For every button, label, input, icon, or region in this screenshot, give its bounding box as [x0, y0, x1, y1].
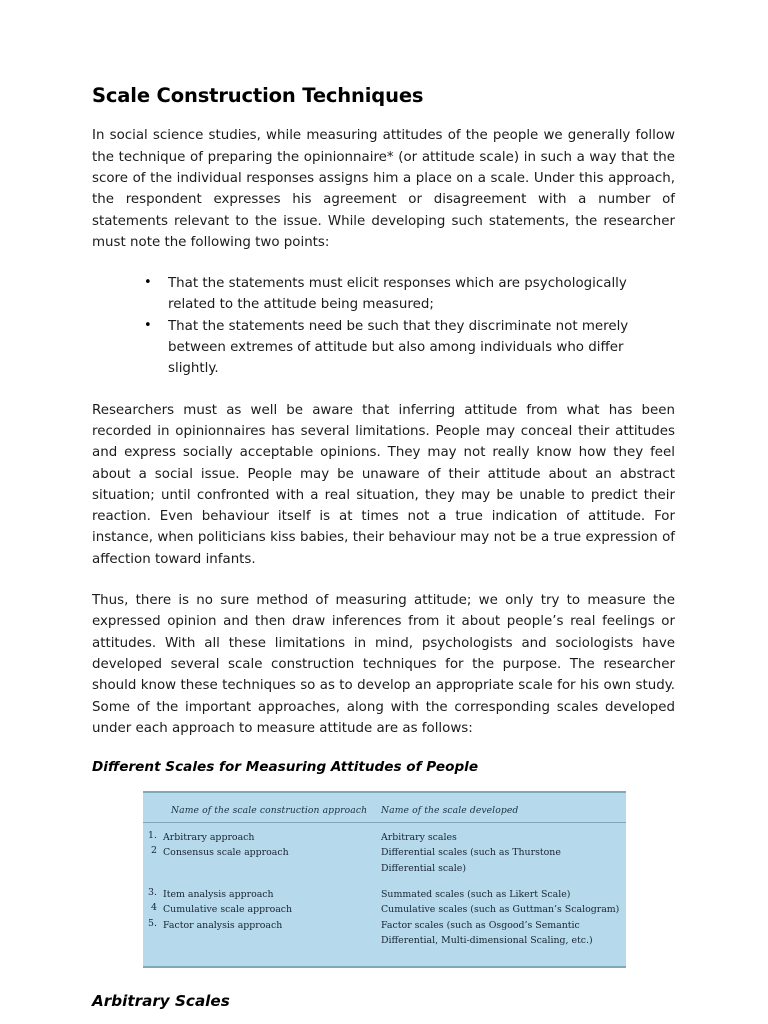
table-body: [143, 823, 626, 966]
subheading-different-scales: Different Scales for Measuring Attitudes of People: [92, 759, 479, 776]
table-header-scale-label: Name of the scale developed: [381, 804, 519, 816]
row-number: 3.: [148, 887, 157, 898]
table-row: [143, 845, 626, 876]
row-scale: [381, 887, 626, 902]
table-row: [143, 918, 626, 949]
row-scale: [381, 918, 626, 949]
paragraph-intro: In social science studies, while measuring attitudes of the people we generally follow the technique of preparing the opinionnaire* (or attitude scale) in such a way that the score of the individual responses assigns him a place on a scale. Under this approach, the respondent expresses his agreement or disagreement with a number of statements relevant to the issue. While developing such statements, the researcher must note the following two points:: [92, 128, 675, 250]
table-row: [143, 902, 626, 917]
table-header-cell-approach: [143, 798, 381, 817]
row-approach: Factor analysis approach: [163, 919, 283, 931]
list-item: • That the statements need be such that they discriminate not merely between extremes of attitude but also among individuals who differ slightly.: [142, 316, 675, 380]
row-approach: Cumulative scale approach: [163, 904, 293, 916]
row-approach: Item analysis approach: [163, 889, 274, 900]
table-header-approach-label: Name of the scale construction approach: [171, 804, 368, 816]
row-scale-line2: Differential, Multi-dimensional Scaling, etc.): [381, 935, 593, 947]
row-number: 2: [151, 845, 157, 857]
table-header-cell-scale: [381, 798, 626, 817]
table-row: [143, 830, 626, 845]
table-bottom-spacer: [143, 949, 626, 958]
list-item: • That the statements must elicit responses which are psychologically related to the attitude being measured;: [142, 273, 675, 316]
row-scale: [381, 845, 626, 876]
paragraph-approaches: Thus, there is no sure method of measuring attitude; we only try to measure the expressed opinion and then draw inferences from it about people’s real feelings or attitudes. With all these limitations in mind, psychologists and sociologists have developed several scale construction techniques for the purpose. The researcher should know these techniques so as to develop an appropriate scale for his own study. Some of the important approaches, along with the corresponding scales developed under each approach to measure attitude are as follows:: [92, 593, 675, 736]
row-scale-line1: Arbitrary scales: [381, 831, 457, 843]
table-header-row: [143, 793, 626, 823]
row-scale: [381, 830, 626, 845]
paragraph-limitations: Researchers must as well be aware that inferring attitude from what has been recorded in opinionnaires has several limitations. People may conceal their attitudes and express socially acceptable opinions. They may not really know how they feel about a social issue. People may be unaware of their attitude about an abstract situation; until confronted with a real situation, they may be unable to predict their reaction. Even behaviour itself is at times not a true indication of attitude. For instance, when politicians kiss babies, their behaviour may not be a true expression of affection toward infants.: [92, 402, 675, 567]
table-row: [143, 887, 626, 902]
row-scale: [381, 902, 626, 917]
scale-table: [143, 791, 626, 968]
row-scale-line1: Differential scales (such as Thurstone: [381, 847, 561, 859]
document-content: [92, 84, 675, 1021]
scale-table-figure: [92, 791, 675, 968]
row-number: 1.: [148, 829, 157, 841]
row-number: 5.: [148, 917, 157, 929]
row-scale-line1: Cumulative scales (such as Guttman’s Scalogram): [381, 904, 620, 916]
row-approach: Arbitrary approach: [163, 831, 255, 843]
row-scale-line1: Factor scales (such as Osgood’s Semantic: [381, 919, 580, 931]
row-scale-line1: Summated scales (such as Likert Scale): [381, 889, 571, 900]
row-approach: Consensus scale approach: [163, 847, 289, 859]
row-scale-line2: Differential scale): [381, 862, 466, 874]
requirements-list: [92, 273, 675, 379]
row-number: 4: [151, 902, 157, 914]
subheading-arbitrary-scales: Arbitrary Scales: [92, 991, 230, 1010]
page-title: Scale Construction Techniques: [92, 84, 424, 107]
